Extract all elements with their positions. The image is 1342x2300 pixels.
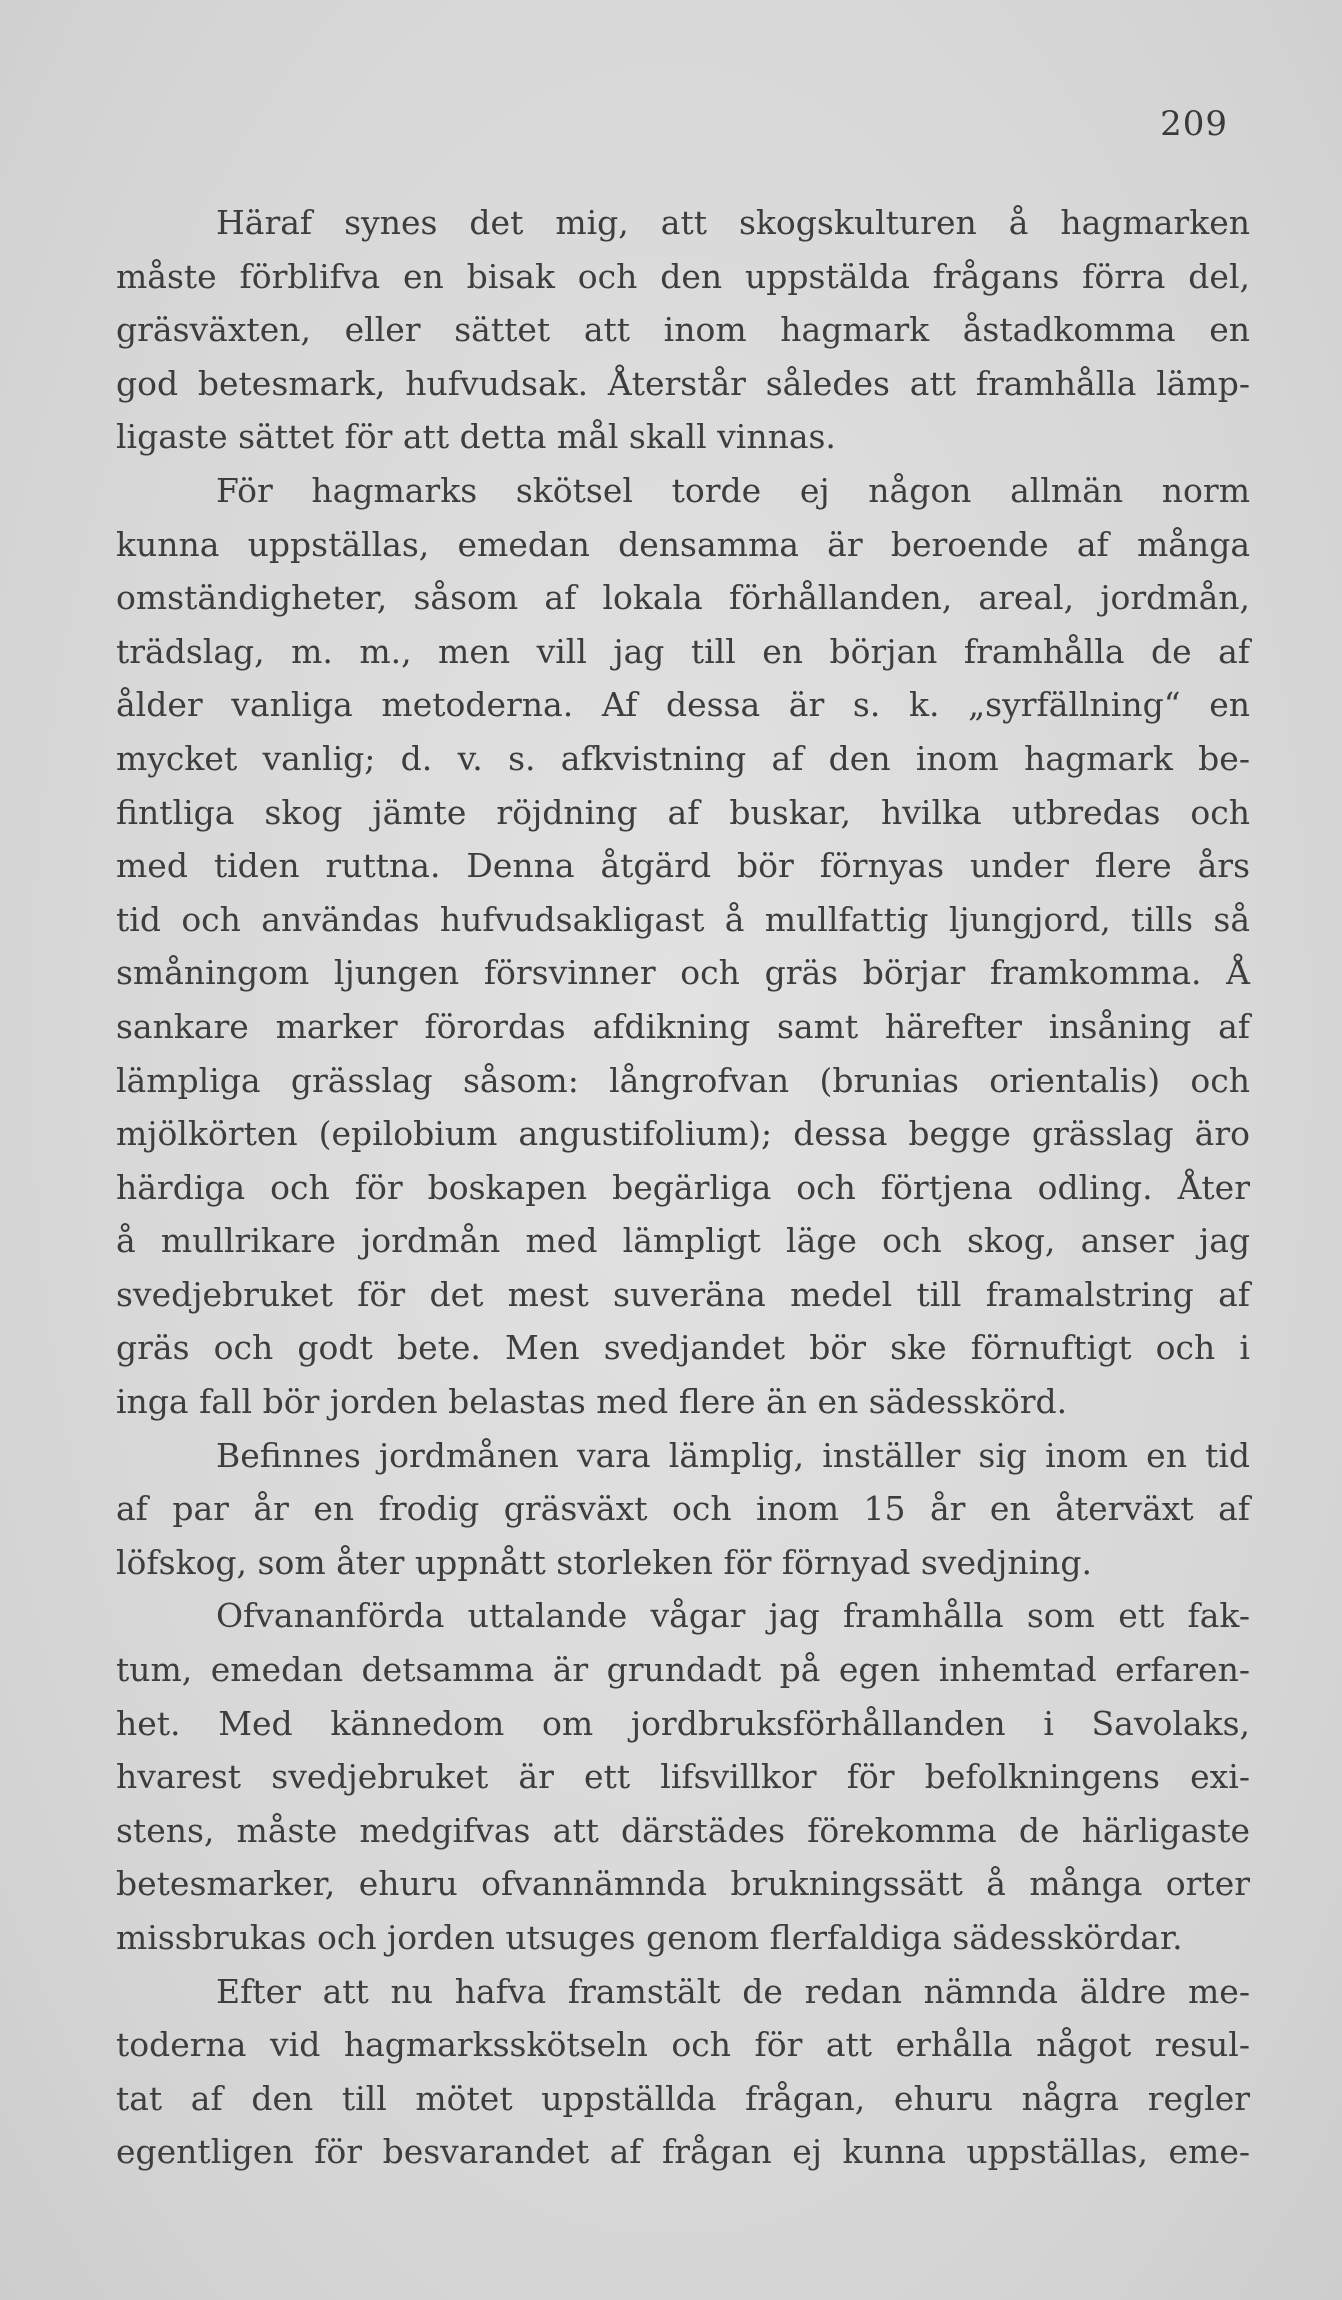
- text-line: omständigheter, såsom af lokala förhållanden, areal, jordmån,: [116, 578, 1250, 618]
- text-line: å mullrikare jordmån med lämpligt läge och skog, anser jag: [116, 1221, 1250, 1261]
- text-line: kunna uppställas, emedan densamma är beroende af många: [116, 524, 1250, 564]
- text-line: hvarest svedjebruket är ett lifsvillkor för befolkningens exi-: [116, 1757, 1250, 1797]
- text-line: med tiden ruttna. Denna åtgärd bör förnyas under flere års: [116, 846, 1250, 886]
- text-line: toderna vid hagmarksskötseln och för att erhålla något resul-: [116, 2025, 1250, 2065]
- paragraph: [116, 196, 1250, 464]
- text-line: Befinnes jordmånen vara lämplig, inställer sig inom en tid: [216, 1435, 1250, 1475]
- page-number: 209: [1160, 104, 1228, 144]
- text-line: af par år en frodig gräsväxt och inom 15 år en återväxt af: [116, 1489, 1250, 1529]
- text-line: småningom ljungen försvinner och gräs börjar framkomma. Å: [116, 953, 1250, 993]
- text-line: het. Med kännedom om jordbruksförhållanden i Savolaks,: [116, 1703, 1250, 1743]
- text-line: härdiga och för boskapen begärliga och förtjena odling. Åter: [116, 1167, 1250, 1207]
- text-line: mycket vanlig; d. v. s. afkvistning af den inom hagmark be-: [116, 738, 1250, 778]
- text-line: löfskog, som åter uppnått storleken för förnyad svedjning.: [116, 1542, 1093, 1582]
- text-line: gräs och godt bete. Men svedjandet bör ske förnuftigt och i: [116, 1328, 1250, 1368]
- text-line: trädslag, m. m., men vill jag till en början framhålla de af: [116, 631, 1250, 671]
- text-line: missbrukas och jorden utsuges genom flerfaldiga sädesskördar.: [116, 1918, 1183, 1957]
- text-line: svedjebruket för det mest suveräna medel till framalstring af: [116, 1274, 1250, 1314]
- text-line: måste förblifva en bisak och den uppstälda frågans förra del,: [116, 256, 1250, 296]
- text-line: god betesmark, hufvudsak. Återstår således att framhålla lämp-: [116, 363, 1250, 403]
- text-line: tum, emedan detsamma är grundadt på egen inhemtad erfaren-: [116, 1650, 1250, 1690]
- text-line: lämpliga grässlag såsom: långrofvan (brunias orientalis) och: [116, 1060, 1250, 1100]
- text-line: Ofvananförda uttalande vågar jag framhålla som ett fak-: [216, 1596, 1250, 1636]
- text-line: tat af den till mötet uppställda frågan, ehuru några regler: [116, 2078, 1250, 2118]
- text-line: För hagmarks skötsel torde ej någon allmän norm: [216, 470, 1250, 510]
- paragraph: [116, 1429, 1250, 1590]
- text-line: fintliga skog jämte röjdning af buskar, hvilka utbredas och: [116, 792, 1250, 832]
- text-line: inga fall bör jorden belastas med flere än en sädesskörd.: [116, 1382, 1068, 1422]
- text-line: betesmarker, ehuru ofvannämnda brukningssätt å många orter: [116, 1864, 1250, 1904]
- paragraph: [116, 1589, 1250, 1964]
- text-line: Efter att nu hafva framstält de redan nämnda äldre me-: [216, 1971, 1250, 2011]
- text-line: Häraf synes det mig, att skogskulturen å hagmarken: [216, 203, 1250, 242]
- text-line: ålder vanliga metoderna. Af dessa är s. k. „syrfällning“ en: [116, 685, 1250, 725]
- text-line: ligaste sättet för att detta mål skall vinnas.: [116, 417, 836, 457]
- paragraph: [116, 1965, 1250, 2179]
- text-line: tid och användas hufvudsakligast å mullfattig ljungjord, tills så: [116, 899, 1250, 939]
- text-line: mjölkörten (epilobium angustifolium); dessa begge grässlag äro: [116, 1114, 1250, 1154]
- body-text: [116, 196, 1250, 2179]
- text-line: stens, måste medgifvas att därstädes förekomma de härligaste: [116, 1810, 1250, 1850]
- text-line: gräsväxten, eller sättet att inom hagmark åstadkomma en: [116, 310, 1250, 350]
- text-line: egentligen för besvarandet af frågan ej kunna uppställas, eme-: [116, 2132, 1250, 2172]
- paragraph: [116, 464, 1250, 1429]
- text-line: sankare marker förordas afdikning samt härefter insåning af: [116, 1006, 1250, 1046]
